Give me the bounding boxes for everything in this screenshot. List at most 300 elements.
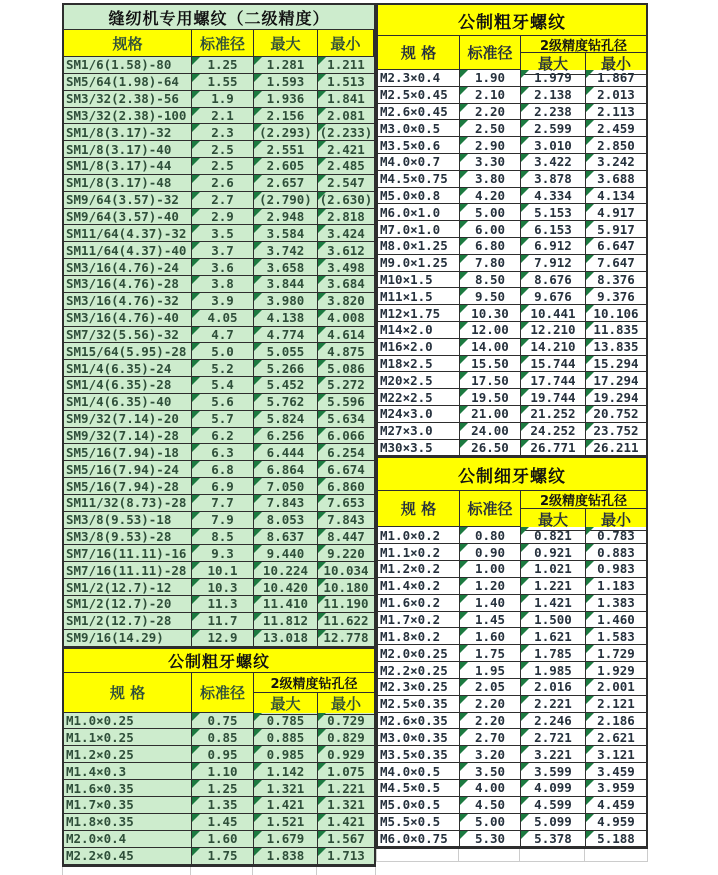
value-cell: 2.599 (521, 120, 586, 137)
value-cell: 2.1 (192, 108, 254, 125)
spec-cell: M8.0×1.25 (378, 238, 460, 255)
spec-cell: SM9/32(7.14)-20 (64, 411, 192, 428)
value-cell: 2.156 (254, 108, 318, 125)
spec-cell: SM7/32(5.56)-32 (64, 327, 192, 344)
value-cell: 1.90 (460, 70, 521, 87)
table-row (64, 293, 374, 310)
value-cell: 6.444 (254, 444, 318, 461)
value-cell: 5.266 (254, 360, 318, 377)
spec-cell: SM1/2(12.7)-12 (64, 579, 192, 596)
spec-cell: M16×2.0 (378, 339, 460, 356)
value-cell: 2.246 (521, 713, 586, 730)
value-cell: 4.099 (521, 780, 586, 797)
standard-diameter-column-header: 标准径 (192, 30, 254, 57)
value-cell: 2.621 (586, 729, 646, 746)
value-cell: 2.421 (318, 141, 374, 158)
value-cell: 6.80 (460, 238, 521, 255)
value-cell: 1.321 (254, 780, 318, 797)
spec-cell: SM5/16(7.94)-18 (64, 444, 192, 461)
value-cell: 7.80 (460, 255, 521, 272)
table-row (378, 188, 646, 205)
table-row (64, 276, 374, 293)
value-cell: 2.081 (318, 108, 374, 125)
value-cell: 2.551 (254, 141, 318, 158)
value-cell: 7.647 (586, 255, 646, 272)
spec-cell: M18×2.5 (378, 356, 460, 373)
table-row (378, 713, 646, 730)
table-row (64, 630, 374, 647)
value-cell: 7.912 (521, 255, 586, 272)
value-cell: 2.20 (460, 104, 521, 121)
value-cell: 3.8 (192, 276, 254, 293)
value-cell: 10.30 (460, 305, 521, 322)
value-cell: 11.190 (318, 596, 374, 613)
value-cell: 2.459 (586, 120, 646, 137)
value-cell: 4.7 (192, 327, 254, 344)
value-cell: 1.929 (586, 662, 646, 679)
value-cell: 1.9 (192, 91, 254, 108)
drill-diameter-column-header: 2级精度钻孔径 (254, 673, 374, 693)
value-cell: 2.016 (521, 679, 586, 696)
value-cell: 9.440 (254, 545, 318, 562)
value-cell: 1.460 (586, 612, 646, 629)
value-cell: 1.45 (192, 814, 254, 831)
value-cell: 19.294 (586, 389, 646, 406)
spec-cell: M24×3.0 (378, 406, 460, 423)
table-row (64, 461, 374, 478)
table-row (64, 562, 374, 579)
value-cell: 10.441 (521, 305, 586, 322)
table-row (378, 628, 646, 645)
min-column-header: 最小 (586, 509, 646, 531)
table-row (64, 831, 374, 848)
value-cell: 2.50 (460, 120, 521, 137)
spec-cell: M10×1.5 (378, 272, 460, 289)
value-cell: 12.210 (521, 322, 586, 339)
value-cell: 3.844 (254, 276, 318, 293)
standard-diameter-column-header: 标准径 (192, 673, 254, 713)
spec-cell: M1.4×0.3 (64, 763, 192, 780)
value-cell: 3.459 (586, 763, 646, 780)
value-cell: 3.010 (521, 137, 586, 154)
table-row (64, 729, 374, 746)
spec-cell: M1.7×0.2 (378, 612, 460, 629)
value-cell: 12.00 (460, 322, 521, 339)
value-cell: 4.05 (192, 310, 254, 327)
value-cell: 4.614 (318, 327, 374, 344)
value-cell: 6.153 (521, 221, 586, 238)
sewing-table-header (64, 30, 374, 57)
value-cell: 0.783 (586, 527, 646, 544)
spec-cell: M3.0×0.5 (378, 120, 460, 137)
value-cell: 2.113 (586, 104, 646, 121)
table-row (64, 713, 374, 730)
spec-cell: SM3/16(4.76)-40 (64, 310, 192, 327)
value-cell: 4.20 (460, 188, 521, 205)
value-cell: 12.9 (192, 630, 254, 647)
table-row (64, 545, 374, 562)
spec-cell: M4.0×0.5 (378, 763, 460, 780)
min-column-header: 最小 (318, 30, 374, 57)
value-cell: 3.599 (521, 763, 586, 780)
spec-column-header: 规 格 (64, 673, 192, 713)
value-cell: 6.3 (192, 444, 254, 461)
value-cell: 2.121 (586, 696, 646, 713)
drill-diameter-header-group (521, 36, 646, 73)
value-cell: 5.634 (318, 411, 374, 428)
spec-cell: SM3/32(2.38)-56 (64, 91, 192, 108)
value-cell: 3.498 (318, 259, 374, 276)
value-cell: 7.653 (318, 495, 374, 512)
value-cell: 3.684 (318, 276, 374, 293)
spec-cell: M3.5×0.35 (378, 746, 460, 763)
table-row (378, 662, 646, 679)
value-cell: 3.80 (460, 171, 521, 188)
metric-fine-header (378, 491, 646, 530)
value-cell: 1.183 (586, 578, 646, 595)
value-cell: 10.224 (254, 562, 318, 579)
max-column-header: 最大 (521, 53, 586, 75)
value-cell: 2.948 (254, 209, 318, 226)
value-cell: 2.485 (318, 158, 374, 175)
spec-cell: M2.3×0.4 (378, 70, 460, 87)
drill-diameter-column-header: 2级精度钻孔径 (521, 491, 646, 509)
value-cell: 8.637 (254, 529, 318, 546)
spec-cell: M1.6×0.2 (378, 595, 460, 612)
value-cell: 19.50 (460, 389, 521, 406)
spec-cell: M1.8×0.35 (64, 814, 192, 831)
spec-cell: M4.5×0.75 (378, 171, 460, 188)
value-cell: 14.00 (460, 339, 521, 356)
table-row (378, 746, 646, 763)
value-cell: 17.50 (460, 372, 521, 389)
value-cell: 6.860 (318, 478, 374, 495)
value-cell: 2.138 (521, 87, 586, 104)
table-row (378, 339, 646, 356)
value-cell: 2.850 (586, 137, 646, 154)
value-cell: 3.20 (460, 746, 521, 763)
value-cell: 1.421 (521, 595, 586, 612)
value-cell: 5.00 (460, 814, 521, 831)
table-row (64, 108, 374, 125)
value-cell: 10.034 (318, 562, 374, 579)
spec-cell: M1.1×0.25 (64, 729, 192, 746)
value-cell: 4.459 (586, 797, 646, 814)
spec-cell: M2.0×0.25 (378, 645, 460, 662)
value-cell: 1.838 (254, 848, 318, 865)
table-row (64, 158, 374, 175)
value-cell: 9.50 (460, 288, 521, 305)
value-cell: 3.584 (254, 225, 318, 242)
value-cell: 0.785 (254, 713, 318, 730)
table-row (64, 192, 374, 209)
spec-cell: SM1/6(1.58)-80 (64, 57, 192, 74)
spec-cell: SM1/4(6.35)-40 (64, 394, 192, 411)
table-row (64, 343, 374, 360)
table-row (64, 495, 374, 512)
value-cell: 3.424 (318, 225, 374, 242)
spec-cell: SM9/32(7.14)-28 (64, 428, 192, 445)
table-row (64, 209, 374, 226)
spec-cell: M4.5×0.5 (378, 780, 460, 797)
value-cell: 2.657 (254, 175, 318, 192)
value-cell: (2.293) (254, 124, 318, 141)
spec-cell: M30×3.5 (378, 440, 460, 457)
value-cell: 5.0 (192, 343, 254, 360)
table-row (378, 120, 646, 137)
value-cell: 1.75 (460, 645, 521, 662)
spec-cell: SM11/64(4.37)-32 (64, 225, 192, 242)
value-cell: 10.1 (192, 562, 254, 579)
value-cell: 1.713 (318, 848, 374, 865)
table-row (378, 171, 646, 188)
value-cell: 0.885 (254, 729, 318, 746)
table-row (378, 305, 646, 322)
table-row (378, 612, 646, 629)
value-cell: 11.812 (254, 613, 318, 630)
spec-cell: M2.5×0.35 (378, 696, 460, 713)
table-row (378, 729, 646, 746)
value-cell: 1.979 (521, 70, 586, 87)
spec-cell: M1.0×0.2 (378, 527, 460, 544)
value-cell: 11.835 (586, 322, 646, 339)
spec-cell: M1.1×0.2 (378, 544, 460, 561)
value-cell: 23.752 (586, 423, 646, 440)
value-cell: 5.4 (192, 377, 254, 394)
value-cell: 1.55 (192, 74, 254, 91)
value-cell: 2.5 (192, 158, 254, 175)
value-cell: 1.25 (192, 57, 254, 74)
max-column-header: 最大 (521, 509, 586, 531)
value-cell: 1.021 (521, 561, 586, 578)
table-row (64, 242, 374, 259)
value-cell: 17.294 (586, 372, 646, 389)
spec-cell: M14×2.0 (378, 322, 460, 339)
value-cell: 2.7 (192, 192, 254, 209)
spec-cell: M2.6×0.35 (378, 713, 460, 730)
spec-cell: SM15/64(5.95)-28 (64, 343, 192, 360)
spec-cell: SM3/16(4.76)-24 (64, 259, 192, 276)
spec-column-header: 规 格 (378, 491, 460, 527)
table-row (378, 389, 646, 406)
spec-column-header: 规格 (64, 30, 192, 57)
table-row (64, 763, 374, 780)
value-cell: 13.835 (586, 339, 646, 356)
value-cell: 0.75 (192, 713, 254, 730)
spec-cell: M1.2×0.25 (64, 746, 192, 763)
metric-coarse-right-header (378, 36, 646, 73)
value-cell: 4.50 (460, 797, 521, 814)
spec-cell: SM1/2(12.7)-28 (64, 613, 192, 630)
value-cell: 13.018 (254, 630, 318, 647)
value-cell: 0.983 (586, 561, 646, 578)
spec-cell: M1.6×0.35 (64, 780, 192, 797)
value-cell: 8.376 (586, 272, 646, 289)
value-cell: 0.90 (460, 544, 521, 561)
value-cell: 1.593 (254, 74, 318, 91)
value-cell: 9.376 (586, 288, 646, 305)
table-row (378, 696, 646, 713)
table-row (64, 529, 374, 546)
value-cell: 2.721 (521, 729, 586, 746)
table-row (378, 423, 646, 440)
value-cell: 3.820 (318, 293, 374, 310)
value-cell: 6.2 (192, 428, 254, 445)
value-cell: 1.142 (254, 763, 318, 780)
value-cell: 4.00 (460, 780, 521, 797)
value-cell: 2.238 (521, 104, 586, 121)
max-column-header: 最大 (254, 693, 318, 715)
table-row (378, 831, 646, 848)
spec-cell: SM5/64(1.98)-64 (64, 74, 192, 91)
table-row (378, 221, 646, 238)
spec-cell: M3.5×0.6 (378, 137, 460, 154)
value-cell: 2.90 (460, 137, 521, 154)
value-cell: 6.647 (586, 238, 646, 255)
value-cell: 5.272 (318, 377, 374, 394)
spec-cell: M6.0×1.0 (378, 204, 460, 221)
value-cell: 3.612 (318, 242, 374, 259)
value-cell: 5.917 (586, 221, 646, 238)
value-cell: 21.00 (460, 406, 521, 423)
metric-fine-body (378, 527, 646, 847)
value-cell: 15.294 (586, 356, 646, 373)
value-cell: 1.10 (192, 763, 254, 780)
value-cell: 6.864 (254, 461, 318, 478)
value-cell: 5.762 (254, 394, 318, 411)
spec-cell: M27×3.0 (378, 423, 460, 440)
value-cell: 5.824 (254, 411, 318, 428)
table-row (378, 679, 646, 696)
value-cell: 2.605 (254, 158, 318, 175)
spec-cell: SM1/8(3.17)-44 (64, 158, 192, 175)
value-cell: 17.744 (521, 372, 586, 389)
value-cell: 1.221 (521, 578, 586, 595)
table-row (64, 596, 374, 613)
value-cell: (2.233) (319, 124, 373, 140)
spec-cell: SM1/8(3.17)-32 (64, 124, 192, 141)
table-row (378, 356, 646, 373)
value-cell: 1.500 (521, 612, 586, 629)
spec-cell: M4.0×0.7 (378, 154, 460, 171)
spec-cell: SM9/16(14.29) (64, 630, 192, 647)
value-cell: 2.001 (586, 679, 646, 696)
value-cell: 0.985 (254, 746, 318, 763)
value-cell: 3.50 (460, 763, 521, 780)
value-cell: 7.843 (318, 512, 374, 529)
value-cell: 3.5 (192, 225, 254, 242)
metric-coarse-left-body (64, 713, 374, 865)
value-cell: 1.383 (586, 595, 646, 612)
value-cell: 5.086 (318, 360, 374, 377)
value-cell: 0.729 (318, 713, 374, 730)
value-cell: 5.6 (192, 394, 254, 411)
table-row (378, 322, 646, 339)
drill-diameter-header-group (521, 491, 646, 530)
spec-cell: M5.0×0.8 (378, 188, 460, 205)
table-row (64, 411, 374, 428)
value-cell: 1.075 (318, 763, 374, 780)
table-row (378, 372, 646, 389)
table-row (64, 512, 374, 529)
value-cell: 9.3 (192, 545, 254, 562)
value-cell: 4.599 (521, 797, 586, 814)
table-row (378, 238, 646, 255)
table-row (378, 406, 646, 423)
value-cell: 8.447 (318, 529, 374, 546)
table-row (64, 814, 374, 831)
left-column (62, 3, 376, 875)
spec-cell: M1.4×0.2 (378, 578, 460, 595)
value-cell: 8.5 (192, 529, 254, 546)
value-cell: 3.6 (192, 259, 254, 276)
table-row (64, 746, 374, 763)
value-cell: 1.211 (318, 57, 374, 74)
table-row (64, 225, 374, 242)
value-cell: 7.050 (254, 478, 318, 495)
table-row (64, 141, 374, 158)
metric-coarse-left-header (64, 673, 374, 713)
table-row (378, 780, 646, 797)
value-cell: 0.95 (192, 746, 254, 763)
drill-diameter-column-header: 2级精度钻孔径 (521, 36, 646, 53)
spec-cell: SM3/16(4.76)-28 (64, 276, 192, 293)
value-cell: 2.3 (192, 124, 254, 141)
spec-cell: M20×2.5 (378, 372, 460, 389)
value-cell: 2.70 (460, 729, 521, 746)
value-cell: 6.912 (521, 238, 586, 255)
value-cell: 10.180 (318, 579, 374, 596)
value-cell: 1.35 (192, 797, 254, 814)
table-row (378, 578, 646, 595)
value-cell: 12.778 (318, 630, 374, 647)
value-cell: 1.45 (460, 612, 521, 629)
table-row (64, 124, 374, 141)
spec-cell: M2.0×0.4 (64, 831, 192, 848)
table-row (378, 763, 646, 780)
value-cell: 10.3 (192, 579, 254, 596)
value-cell: 8.676 (521, 272, 586, 289)
metric-fine-title: 公制细牙螺纹 (378, 458, 646, 491)
spec-cell: M1.8×0.2 (378, 628, 460, 645)
spec-cell: SM11/32(8.73)-28 (64, 495, 192, 512)
table-row (64, 57, 374, 74)
table-row (64, 478, 374, 495)
table-row (378, 87, 646, 104)
value-cell: 5.2 (192, 360, 254, 377)
value-cell: 5.00 (460, 204, 521, 221)
value-cell: 3.242 (586, 154, 646, 171)
table-row (378, 137, 646, 154)
value-cell: 1.583 (586, 628, 646, 645)
value-cell: 2.20 (460, 713, 521, 730)
table-row (64, 579, 374, 596)
value-cell: 1.95 (460, 662, 521, 679)
table-row (64, 780, 374, 797)
value-cell: 5.378 (521, 831, 586, 848)
spec-cell: M7.0×1.0 (378, 221, 460, 238)
value-cell: 11.410 (254, 596, 318, 613)
value-cell: 3.7 (192, 242, 254, 259)
value-cell: 0.821 (521, 527, 586, 544)
value-cell: 2.186 (586, 713, 646, 730)
table-row (378, 544, 646, 561)
value-cell: 10.106 (586, 305, 646, 322)
value-cell: 1.679 (254, 831, 318, 848)
table-row (378, 561, 646, 578)
metric-coarse-left-table (62, 649, 376, 867)
value-cell: 4.875 (318, 343, 374, 360)
